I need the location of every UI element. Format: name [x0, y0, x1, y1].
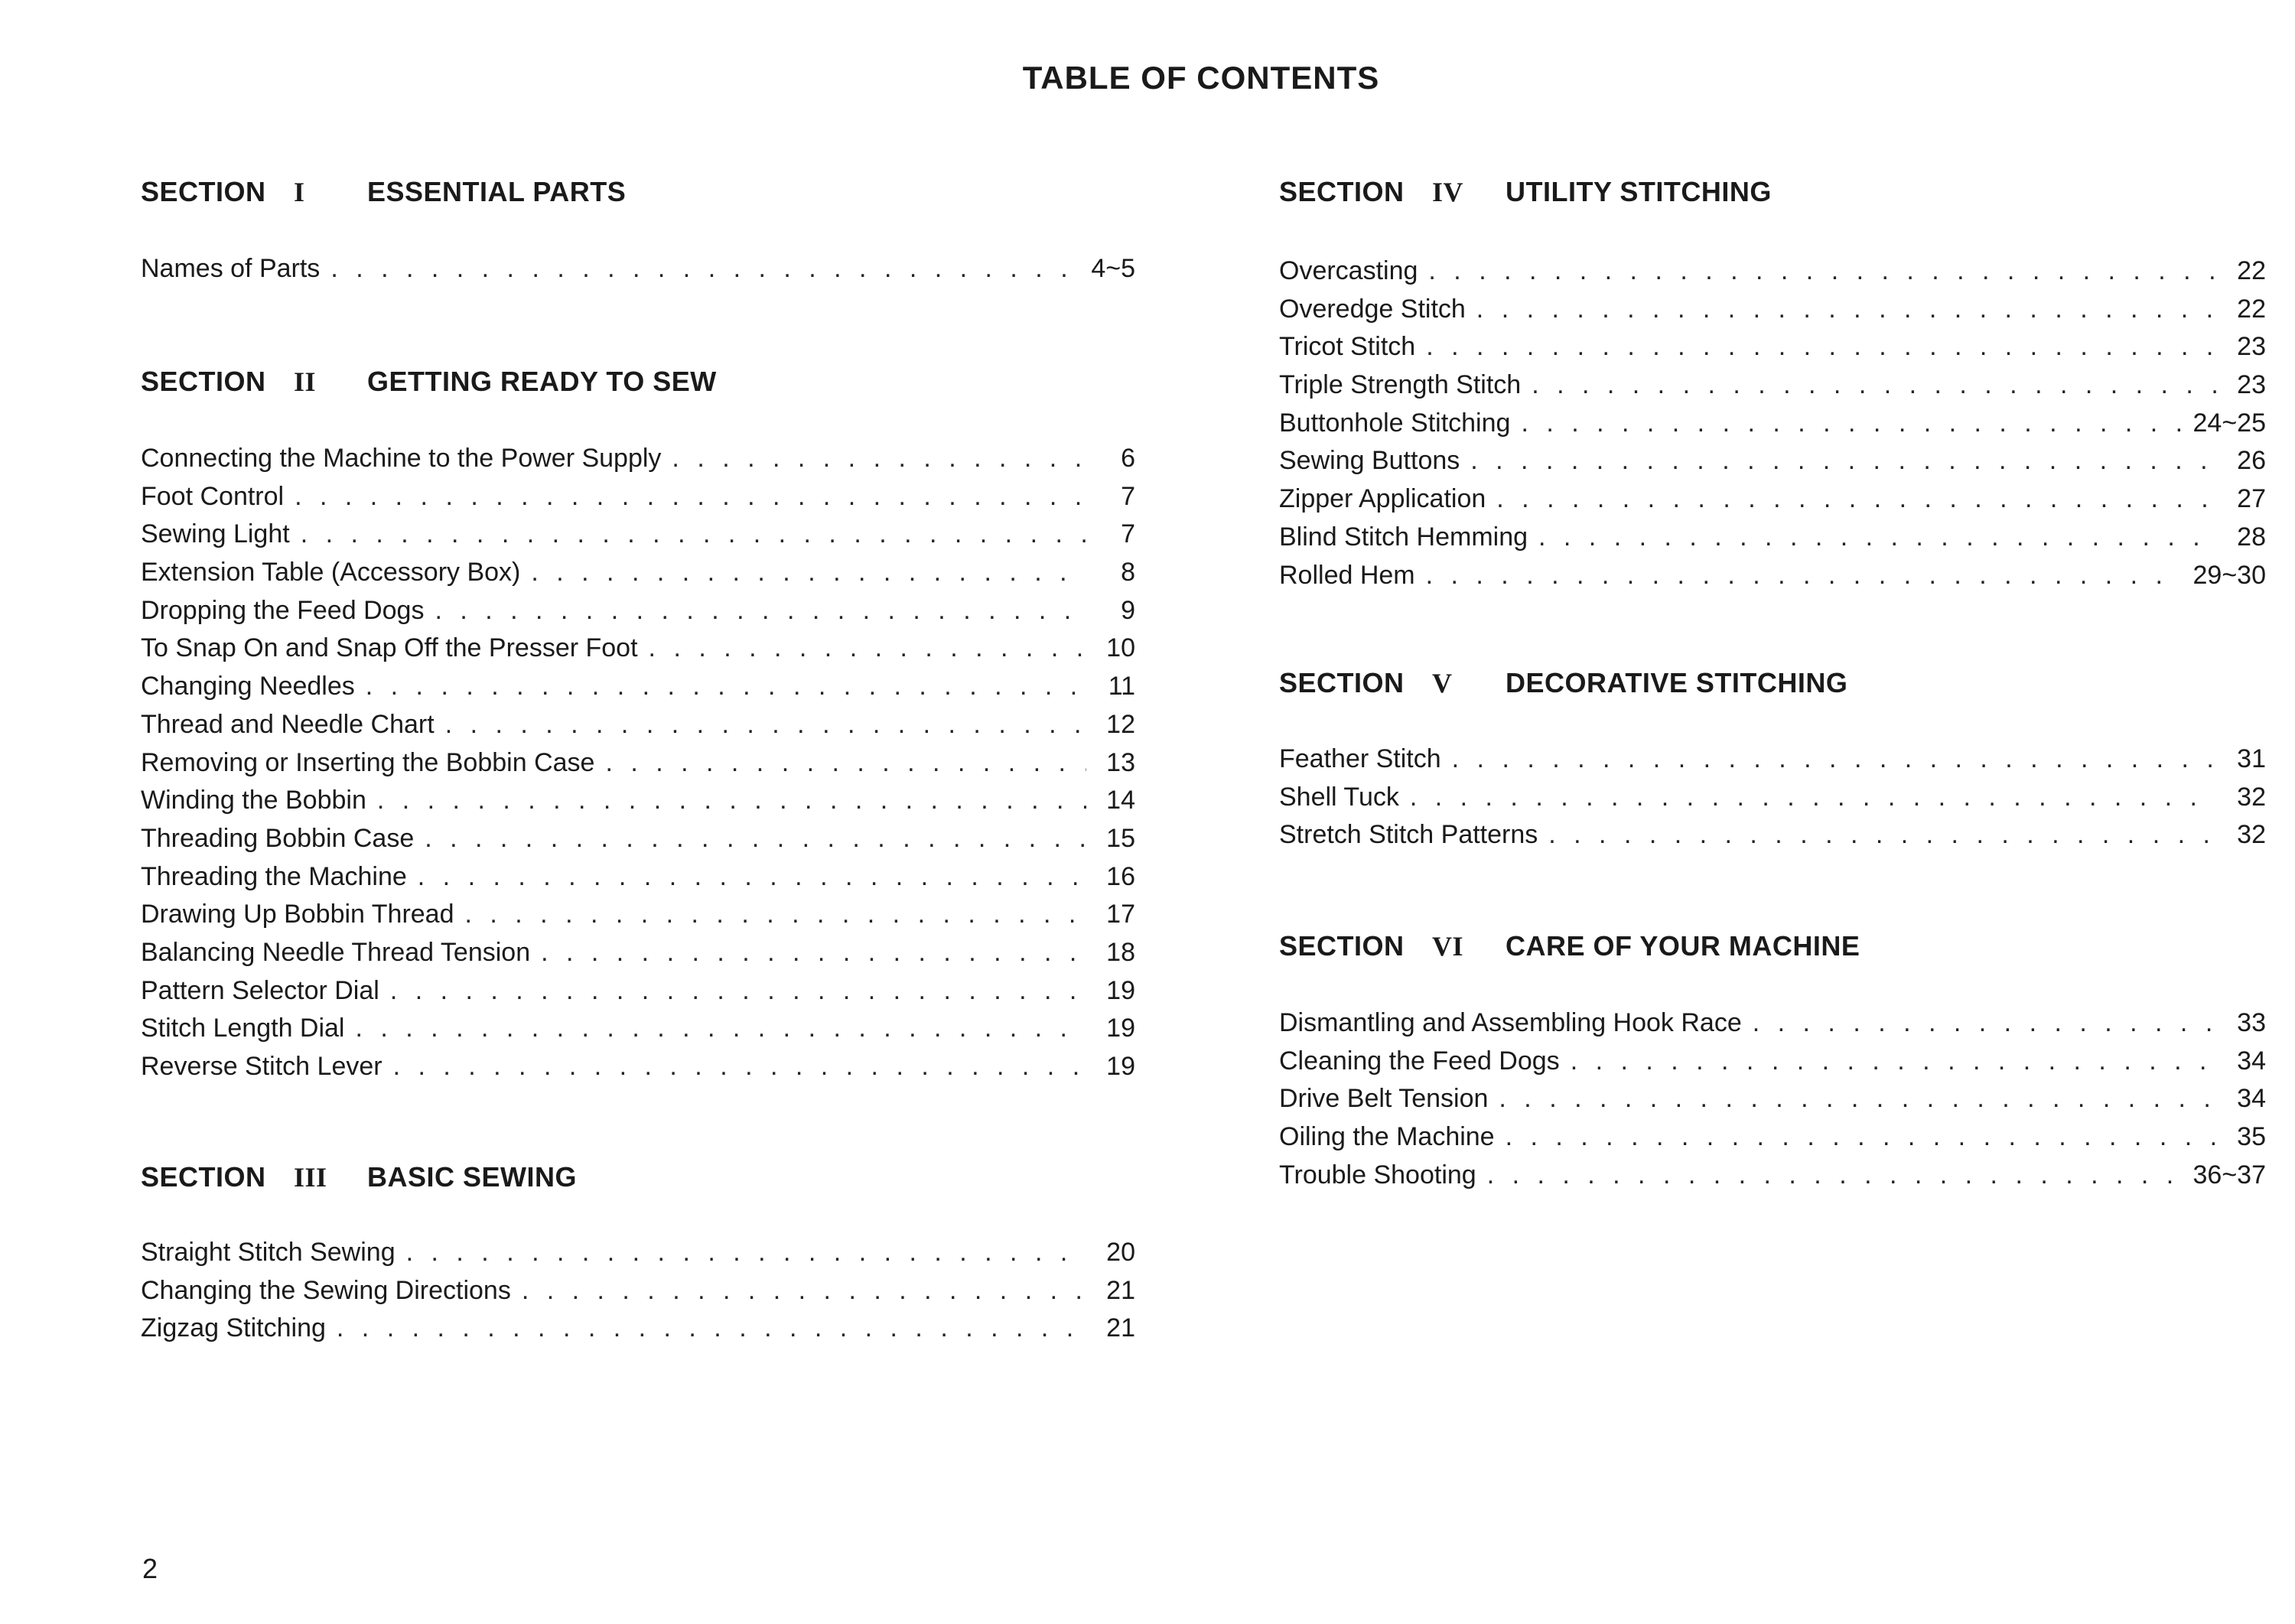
- entry-page: 22: [2237, 256, 2266, 285]
- section-heading-5: [1279, 667, 1847, 699]
- dot-leader: [1410, 779, 2217, 817]
- section-label: SECTION: [1279, 930, 1405, 962]
- toc-entry[interactable]: [141, 478, 1135, 516]
- toc-entry[interactable]: [1279, 291, 2266, 329]
- entry-page: 12: [1106, 709, 1135, 739]
- entry-text: Winding the Bobbin: [141, 786, 366, 815]
- entry-text: Drawing Up Bobbin Thread: [141, 900, 454, 929]
- entry-text: Overedge Stitch: [1279, 294, 1466, 324]
- toc-entry[interactable]: [1279, 1157, 2266, 1195]
- section-entries-3: [141, 1234, 1135, 1348]
- toc-entry[interactable]: [141, 1010, 1135, 1048]
- section-label: SECTION: [141, 366, 266, 397]
- toc-entry[interactable]: [1279, 816, 2266, 854]
- section-numeral: I: [294, 177, 305, 207]
- toc-entry[interactable]: [1279, 366, 2266, 405]
- dot-leader: [356, 1010, 1087, 1048]
- entry-page: 20: [1106, 1238, 1135, 1267]
- toc-entry[interactable]: [1279, 1004, 2266, 1043]
- dot-leader: [672, 440, 1086, 478]
- toc-entry[interactable]: [141, 858, 1135, 897]
- entry-text: Threading the Machine: [141, 861, 407, 891]
- dot-leader: [1753, 1004, 2217, 1043]
- dot-leader: [1548, 816, 2217, 854]
- entry-page: 4~5: [1091, 254, 1135, 283]
- entry-page: 7: [1121, 481, 1135, 511]
- entry-page: 32: [2237, 820, 2266, 850]
- dot-leader: [1499, 1080, 2217, 1118]
- section-entries-4: [1279, 252, 2266, 594]
- entry-page: 23: [2237, 370, 2266, 400]
- dot-leader: [1506, 1118, 2217, 1157]
- dot-leader: [425, 820, 1086, 858]
- dot-leader: [1470, 442, 2217, 480]
- dot-leader: [393, 1048, 1086, 1086]
- section-title: GETTING READY TO SEW: [367, 366, 717, 397]
- entry-text: Trouble Shooting: [1279, 1160, 1476, 1190]
- toc-entry[interactable]: [141, 744, 1135, 783]
- entry-page: 28: [2237, 522, 2266, 552]
- section-label: SECTION: [141, 1161, 266, 1193]
- entry-page: 19: [1106, 1014, 1135, 1043]
- entry-page: 19: [1106, 975, 1135, 1005]
- section-title: BASIC SEWING: [367, 1161, 578, 1193]
- entry-text: Changing the Sewing Directions: [141, 1275, 511, 1305]
- dot-leader: [1496, 480, 2217, 519]
- entry-page: 29~30: [2192, 560, 2266, 590]
- section-label: SECTION: [1279, 667, 1405, 698]
- entry-page: 7: [1121, 519, 1135, 549]
- toc-entry[interactable]: [141, 934, 1135, 972]
- entry-text: Threading Bobbin Case: [141, 823, 415, 853]
- toc-entry[interactable]: [1279, 1118, 2266, 1157]
- dot-leader: [649, 630, 1086, 668]
- dot-leader: [377, 782, 1086, 820]
- entry-text: Dismantling and Assembling Hook Race: [1279, 1008, 1742, 1037]
- entry-text: Extension Table (Accessory Box): [141, 558, 521, 587]
- entry-text: Sewing Light: [141, 519, 290, 549]
- entry-text: Reverse Stitch Lever: [141, 1052, 382, 1081]
- entry-text: Zigzag Stitching: [141, 1313, 326, 1343]
- dot-leader: [1426, 557, 2183, 595]
- entry-page: 17: [1106, 900, 1135, 929]
- toc-entry[interactable]: [1279, 740, 2266, 779]
- section-title: ESSENTIAL PARTS: [367, 176, 627, 207]
- entry-page: 18: [1106, 937, 1135, 967]
- section-heading-6: [1279, 930, 1860, 962]
- entry-text: Foot Control: [141, 481, 285, 511]
- entry-text: Straight Stitch Sewing: [141, 1238, 396, 1267]
- toc-entry[interactable]: [1279, 405, 2266, 443]
- entry-text: Connecting the Machine to the Power Supply: [141, 444, 662, 473]
- entry-text: Changing Needles: [141, 672, 355, 701]
- section-numeral: IV: [1432, 177, 1464, 207]
- entry-text: Shell Tuck: [1279, 782, 1399, 812]
- dot-leader: [1538, 519, 2217, 557]
- entry-text: Zipper Application: [1279, 484, 1486, 514]
- dot-leader: [418, 858, 1086, 897]
- section-entries-6: [1279, 1004, 2266, 1194]
- section-numeral: III: [294, 1162, 327, 1193]
- dot-leader: [1532, 366, 2217, 405]
- section-numeral: VI: [1432, 931, 1464, 962]
- dot-leader: [435, 592, 1086, 630]
- entry-text: Balancing Needle Thread Tension: [141, 937, 531, 967]
- dot-leader: [1571, 1043, 2217, 1081]
- toc-entry[interactable]: [1279, 519, 2266, 557]
- entry-text: Rolled Hem: [1279, 560, 1415, 590]
- toc-entry[interactable]: [141, 1048, 1135, 1086]
- dot-leader: [445, 706, 1086, 744]
- page-title: TABLE OF CONTENTS: [1022, 60, 1380, 96]
- dot-leader: [301, 516, 1086, 554]
- entry-text: Removing or Inserting the Bobbin Case: [141, 747, 595, 777]
- entry-page: 24~25: [2192, 408, 2266, 438]
- dot-leader: [366, 668, 1086, 706]
- entry-page: 34: [2237, 1084, 2266, 1114]
- toc-entry[interactable]: [141, 668, 1135, 706]
- toc-entry[interactable]: [1279, 779, 2266, 817]
- section-entries-2: [141, 440, 1135, 1086]
- page-number: 2: [142, 1553, 158, 1584]
- entry-page: 15: [1106, 823, 1135, 853]
- toc-entry[interactable]: [1279, 557, 2266, 595]
- entry-page: 14: [1106, 786, 1135, 815]
- toc-entry[interactable]: [1279, 328, 2266, 366]
- entry-page: 13: [1106, 747, 1135, 777]
- dot-leader: [1487, 1157, 2183, 1195]
- dot-leader: [465, 896, 1087, 934]
- toc-entry[interactable]: [141, 592, 1135, 630]
- entry-page: 19: [1106, 1052, 1135, 1081]
- entry-page: 35: [2237, 1122, 2266, 1152]
- dot-leader: [1476, 291, 2217, 329]
- section-entries-5: [1279, 740, 2266, 854]
- entry-page: 21: [1106, 1313, 1135, 1343]
- entry-text: Dropping the Feed Dogs: [141, 595, 425, 625]
- entry-text: Names of Parts: [141, 254, 321, 283]
- dot-leader: [390, 972, 1086, 1011]
- toc-entry[interactable]: [141, 440, 1135, 478]
- dot-leader: [531, 554, 1086, 592]
- dot-leader: [541, 934, 1086, 972]
- entry-page: 22: [2237, 294, 2266, 324]
- entry-page: 31: [2237, 744, 2266, 773]
- entry-text: Pattern Selector Dial: [141, 975, 379, 1005]
- entry-text: Stretch Stitch Patterns: [1279, 820, 1538, 850]
- toc-entry[interactable]: [1279, 480, 2266, 519]
- dot-leader: [295, 478, 1086, 516]
- section-title: DECORATIVE STITCHING: [1506, 667, 1848, 698]
- entry-page: 27: [2237, 484, 2266, 514]
- section-title: CARE OF YOUR MACHINE: [1506, 930, 1860, 962]
- section-label: SECTION: [1279, 176, 1405, 207]
- entry-text: Overcasting: [1279, 256, 1418, 285]
- toc-entry[interactable]: [141, 554, 1135, 592]
- dot-leader: [605, 744, 1086, 783]
- section-heading-4: [1279, 176, 1772, 208]
- toc-entry[interactable]: [141, 1272, 1135, 1310]
- toc-entry[interactable]: [141, 820, 1135, 858]
- entry-text: Oiling the Machine: [1279, 1122, 1495, 1152]
- section-title: UTILITY STITCHING: [1506, 176, 1772, 207]
- entry-page: 36~37: [2192, 1160, 2266, 1190]
- entry-text: Cleaning the Feed Dogs: [1279, 1046, 1560, 1076]
- entry-page: 10: [1106, 633, 1135, 663]
- entry-page: 9: [1121, 595, 1135, 625]
- toc-entry[interactable]: [141, 1234, 1135, 1272]
- section-numeral: II: [294, 366, 317, 397]
- entry-text: Blind Stitch Hemming: [1279, 522, 1528, 552]
- toc-entry[interactable]: [1279, 442, 2266, 480]
- entry-text: Sewing Buttons: [1279, 446, 1460, 476]
- toc-entry[interactable]: [141, 896, 1135, 934]
- toc-entry[interactable]: [141, 782, 1135, 820]
- entry-page: 6: [1121, 444, 1135, 473]
- entry-text: Drive Belt Tension: [1279, 1084, 1489, 1114]
- entry-page: 33: [2237, 1008, 2266, 1037]
- dot-leader: [1426, 328, 2217, 366]
- entry-page: 34: [2237, 1046, 2266, 1076]
- dot-leader: [330, 250, 1080, 288]
- entry-text: To Snap On and Snap Off the Presser Foot: [141, 633, 638, 663]
- section-label: SECTION: [141, 176, 266, 207]
- entry-text: Stitch Length Dial: [141, 1014, 345, 1043]
- entry-page: 21: [1106, 1275, 1135, 1305]
- entry-text: Feather Stitch: [1279, 744, 1441, 773]
- entry-page: 16: [1106, 861, 1135, 891]
- section-numeral: V: [1432, 668, 1453, 698]
- toc-entry[interactable]: [141, 250, 1135, 288]
- entry-text: Buttonhole Stitching: [1279, 408, 1511, 438]
- entry-text: Triple Strength Stitch: [1279, 370, 1522, 400]
- entry-text: Tricot Stitch: [1279, 332, 1416, 362]
- section-heading-1: [141, 176, 626, 208]
- toc-entry[interactable]: [1279, 252, 2266, 291]
- section-heading-3: [141, 1161, 577, 1193]
- entry-page: 8: [1121, 558, 1135, 587]
- toc-entry[interactable]: [141, 706, 1135, 744]
- dot-leader: [522, 1272, 1086, 1310]
- toc-entry[interactable]: [141, 1310, 1135, 1348]
- toc-entry[interactable]: [1279, 1080, 2266, 1118]
- toc-entry[interactable]: [141, 516, 1135, 554]
- dot-leader: [406, 1234, 1086, 1272]
- entry-page: 11: [1108, 672, 1135, 701]
- dot-leader: [1521, 405, 2182, 443]
- section-entries-1: [141, 250, 1135, 288]
- dot-leader: [1452, 740, 2217, 779]
- toc-entry[interactable]: [141, 630, 1135, 668]
- toc-entry[interactable]: [1279, 1043, 2266, 1081]
- entry-page: 23: [2237, 332, 2266, 362]
- entry-page: 26: [2237, 446, 2266, 476]
- toc-entry[interactable]: [141, 972, 1135, 1011]
- section-heading-2: [141, 366, 717, 398]
- entry-page: 32: [2237, 782, 2266, 812]
- dot-leader: [337, 1310, 1086, 1348]
- dot-leader: [1428, 252, 2217, 291]
- entry-text: Thread and Needle Chart: [141, 709, 435, 739]
